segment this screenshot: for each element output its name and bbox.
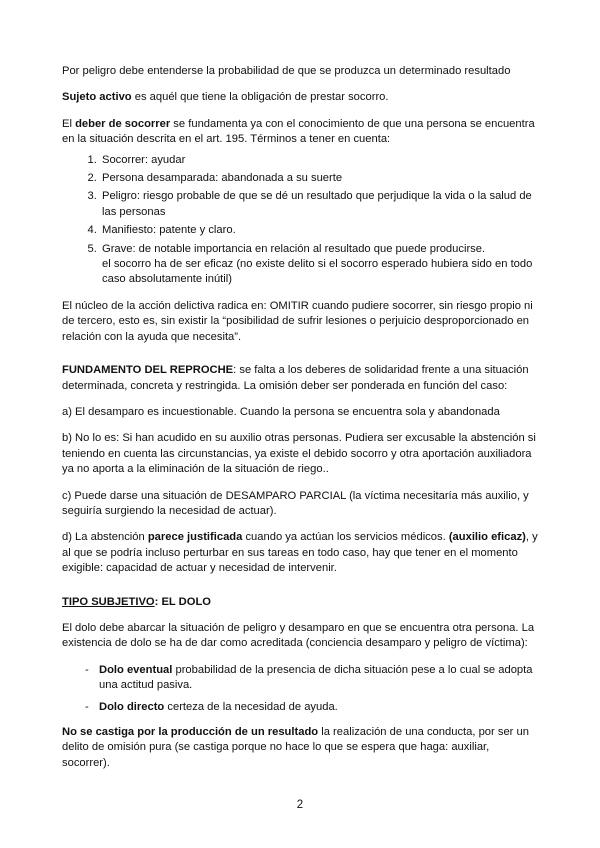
- heading-bold: [62, 596, 211, 608]
- list-item: [100, 171, 540, 186]
- paragraph-text: , y al que se podría incluso perturbar en sus tareas en todo caso, hay que tener en el momento exigible: capacidad de actuar y necesidad de intervenir.: [62, 531, 538, 575]
- paragraph-case-a: a) El desamparo es incuestionable. Cuando la persona se encuentra sola y abandonada: [62, 405, 500, 418]
- paragraph-dolo: El dolo debe abarcar la situación de peligro y desamparo en que se encuentra otra persona. La existencia de dolo se ha de dar como acreditada (conciencia desamparo y peligro de víctima):: [62, 621, 535, 650]
- list-item-text: certeza de la necesidad de ayuda.: [164, 700, 338, 713]
- paragraph-text: la realización de una conducta, por ser un delito de omisión pura (se castiga porque no hace lo que se espera que haga: auxiliar, socorrer).: [62, 726, 529, 769]
- bold-term: (auxilio eficaz): [448, 531, 526, 544]
- list-item-text: Grave: de notable importancia en relación al resultado que puede producirse.: [102, 242, 486, 255]
- paragraph-text: d) La abstención: [62, 531, 148, 544]
- paragraph-text: cuando ya actúan los servicios médicos.: [242, 531, 449, 544]
- dolo-list: [62, 663, 540, 715]
- list-item: [100, 223, 540, 238]
- paragraph-fundamento-reproche: [62, 363, 540, 394]
- list-item-text: Socorrer: ayudar: [102, 153, 186, 166]
- bold-term: No se castiga por la producción de un resultado: [62, 726, 319, 738]
- list-item: [100, 153, 540, 168]
- list-item: [100, 189, 540, 220]
- heading-rest: : EL DOLO: [154, 595, 211, 608]
- paragraph-sujeto-activo: [62, 90, 540, 105]
- paragraph-deber-socorrer: [62, 117, 540, 148]
- list-item: [62, 700, 540, 715]
- bold-term: Sujeto activo: [62, 91, 132, 104]
- paragraph-peligro: Por peligro debe entenderse la probabilidad de que se produzca un determinado resultado: [62, 65, 511, 77]
- list-item-text: Persona desamparada: abandonada a su suerte: [102, 172, 343, 185]
- paragraph-text: : se falta a los deberes de solidaridad frente a una situación determinada, concreta y restringida. La omisión deber ser ponderada en función del caso:: [62, 364, 529, 392]
- paragraph-case-c: c) Puede darse una situación de DESAMPARO PARCIAL (la víctima necesitaría más auxilio, y seguiría surgiendo la necesidad de actuar).: [62, 489, 529, 517]
- list-item-text: Peligro: riesgo probable de que se dé un resultado que perjudique la vida o la salud de las personas: [102, 190, 532, 218]
- list-item: [62, 663, 540, 694]
- paragraph-no-se-castiga: [62, 725, 540, 771]
- list-item: [100, 242, 540, 288]
- heading-underlined: TIPO SUBJETIVO: [62, 595, 155, 608]
- list-item-text: Manifiesto: patente y claro.: [102, 224, 236, 237]
- section-heading-tipo-subjetivo: [62, 595, 540, 610]
- paragraph-text: El: [62, 117, 76, 130]
- paragraph-text: es aquél que tiene la obligación de prestar socorro.: [131, 91, 389, 104]
- bold-term: FUNDAMENTO DEL REPROCHE: [62, 364, 234, 377]
- bold-term: deber de socorrer: [75, 117, 171, 130]
- paragraph-text: se fundamenta ya con el conocimiento de que una persona se encuentra en la situación descrita en el art. 195. Términos a tener en cuenta:: [62, 117, 535, 146]
- dash-bullet: -: [85, 663, 89, 676]
- bold-term: parece justificada: [147, 531, 243, 544]
- bold-term: Dolo eventual: [99, 663, 173, 676]
- paragraph-case-d: [62, 530, 540, 576]
- list-item-text: probabilidad de la presencia de dicha situación pese a lo cual se adopta una actitud pasiva.: [99, 663, 533, 692]
- paragraph-nucleo-accion: El núcleo de la acción delictiva radica en: OMITIR cuando pudiere socorrer, sin riesgo propio ni de tercero, esto es, sin existir la “posibilidad de sufrir lesiones o perjuicio desproporcionado en relación con la ayuda que necesita”.: [62, 299, 533, 343]
- dash-bullet: -: [85, 700, 89, 713]
- bold-term: Dolo directo: [99, 700, 165, 713]
- terms-list: [62, 153, 540, 288]
- page-number: 2: [296, 799, 304, 811]
- paragraph-case-b: b) No lo es: Si han acudido en su auxilio otras personas. Pudiera ser excusable la abstención si teniendo en cuenta las circunstancias, ya existe el debido socorro y otra aportación auxiliadora ya no aporta a la eliminación de la situación de riego..: [62, 432, 536, 476]
- list-item-extra-text: el socorro ha de ser eficaz (no existe delito si el socorro esperado hubiera sido en todo caso absolutamente inútil): [102, 258, 533, 286]
